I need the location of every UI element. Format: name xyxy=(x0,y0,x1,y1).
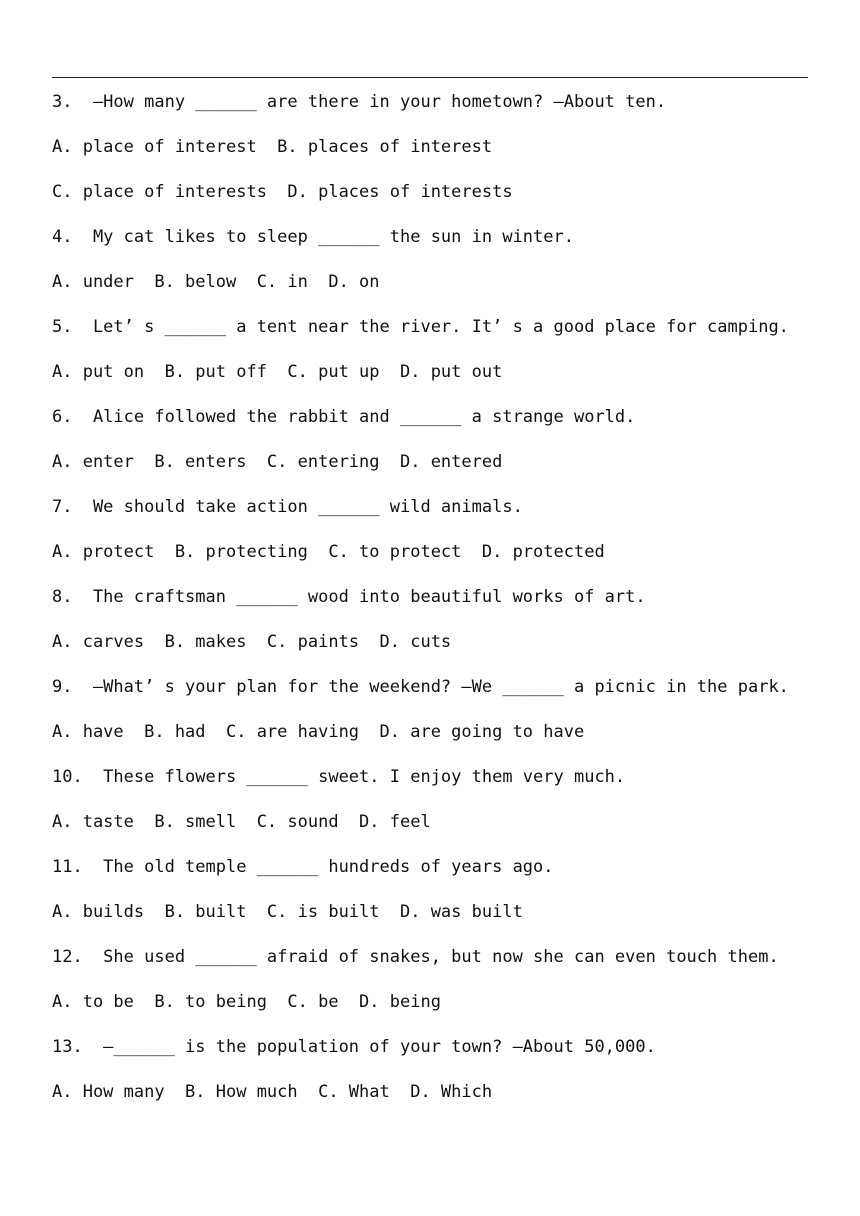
question-12-stem: 12. She used ______ afraid of snakes, but now she can even touch them. xyxy=(52,947,779,967)
question-5-stem: 5. Let’ s ______ a tent near the river. It’ s a good place for camping. xyxy=(52,317,789,337)
header-rule xyxy=(52,77,808,78)
question-3-stem: 3. —How many ______ are there in your hometown? —About ten. xyxy=(52,92,667,112)
question-8-options: A. carves B. makes C. paints D. cuts xyxy=(52,632,452,652)
question-12-options: A. to be B. to being C. be D. being xyxy=(52,992,441,1012)
question-10-options: A. taste B. smell C. sound D. feel xyxy=(52,812,431,832)
question-10-stem: 10. These flowers ______ sweet. I enjoy them very much. xyxy=(52,767,626,787)
question-4-stem: 4. My cat likes to sleep ______ the sun in winter. xyxy=(52,227,574,247)
question-6-options: A. enter B. enters C. entering D. entered xyxy=(52,452,503,472)
question-6-stem: 6. Alice followed the rabbit and ______ a strange world. xyxy=(52,407,636,427)
question-11-options: A. builds B. built C. is built D. was built xyxy=(52,902,523,922)
question-13-stem: 13. —______ is the population of your town? —About 50,000. xyxy=(52,1037,656,1057)
question-11-stem: 11. The old temple ______ hundreds of years ago. xyxy=(52,857,554,877)
question-7-stem: 7. We should take action ______ wild animals. xyxy=(52,497,523,517)
question-list xyxy=(52,88,822,1123)
question-3-options-cd: C. place of interests D. places of interests xyxy=(52,182,513,202)
question-8-stem: 8. The craftsman ______ wood into beautiful works of art. xyxy=(52,587,646,607)
question-5-options: A. put on B. put off C. put up D. put out xyxy=(52,362,503,382)
question-7-options: A. protect B. protecting C. to protect D. protected xyxy=(52,542,605,562)
question-3-options-ab: A. place of interest B. places of interest xyxy=(52,137,493,157)
question-9-options: A. have B. had C. are having D. are going to have xyxy=(52,722,585,742)
question-13-options: A. How many B. How much C. What D. Which xyxy=(52,1082,493,1102)
question-9-stem: 9. —What’ s your plan for the weekend? —We ______ a picnic in the park. xyxy=(52,677,789,697)
question-4-options: A. under B. below C. in D. on xyxy=(52,272,380,292)
